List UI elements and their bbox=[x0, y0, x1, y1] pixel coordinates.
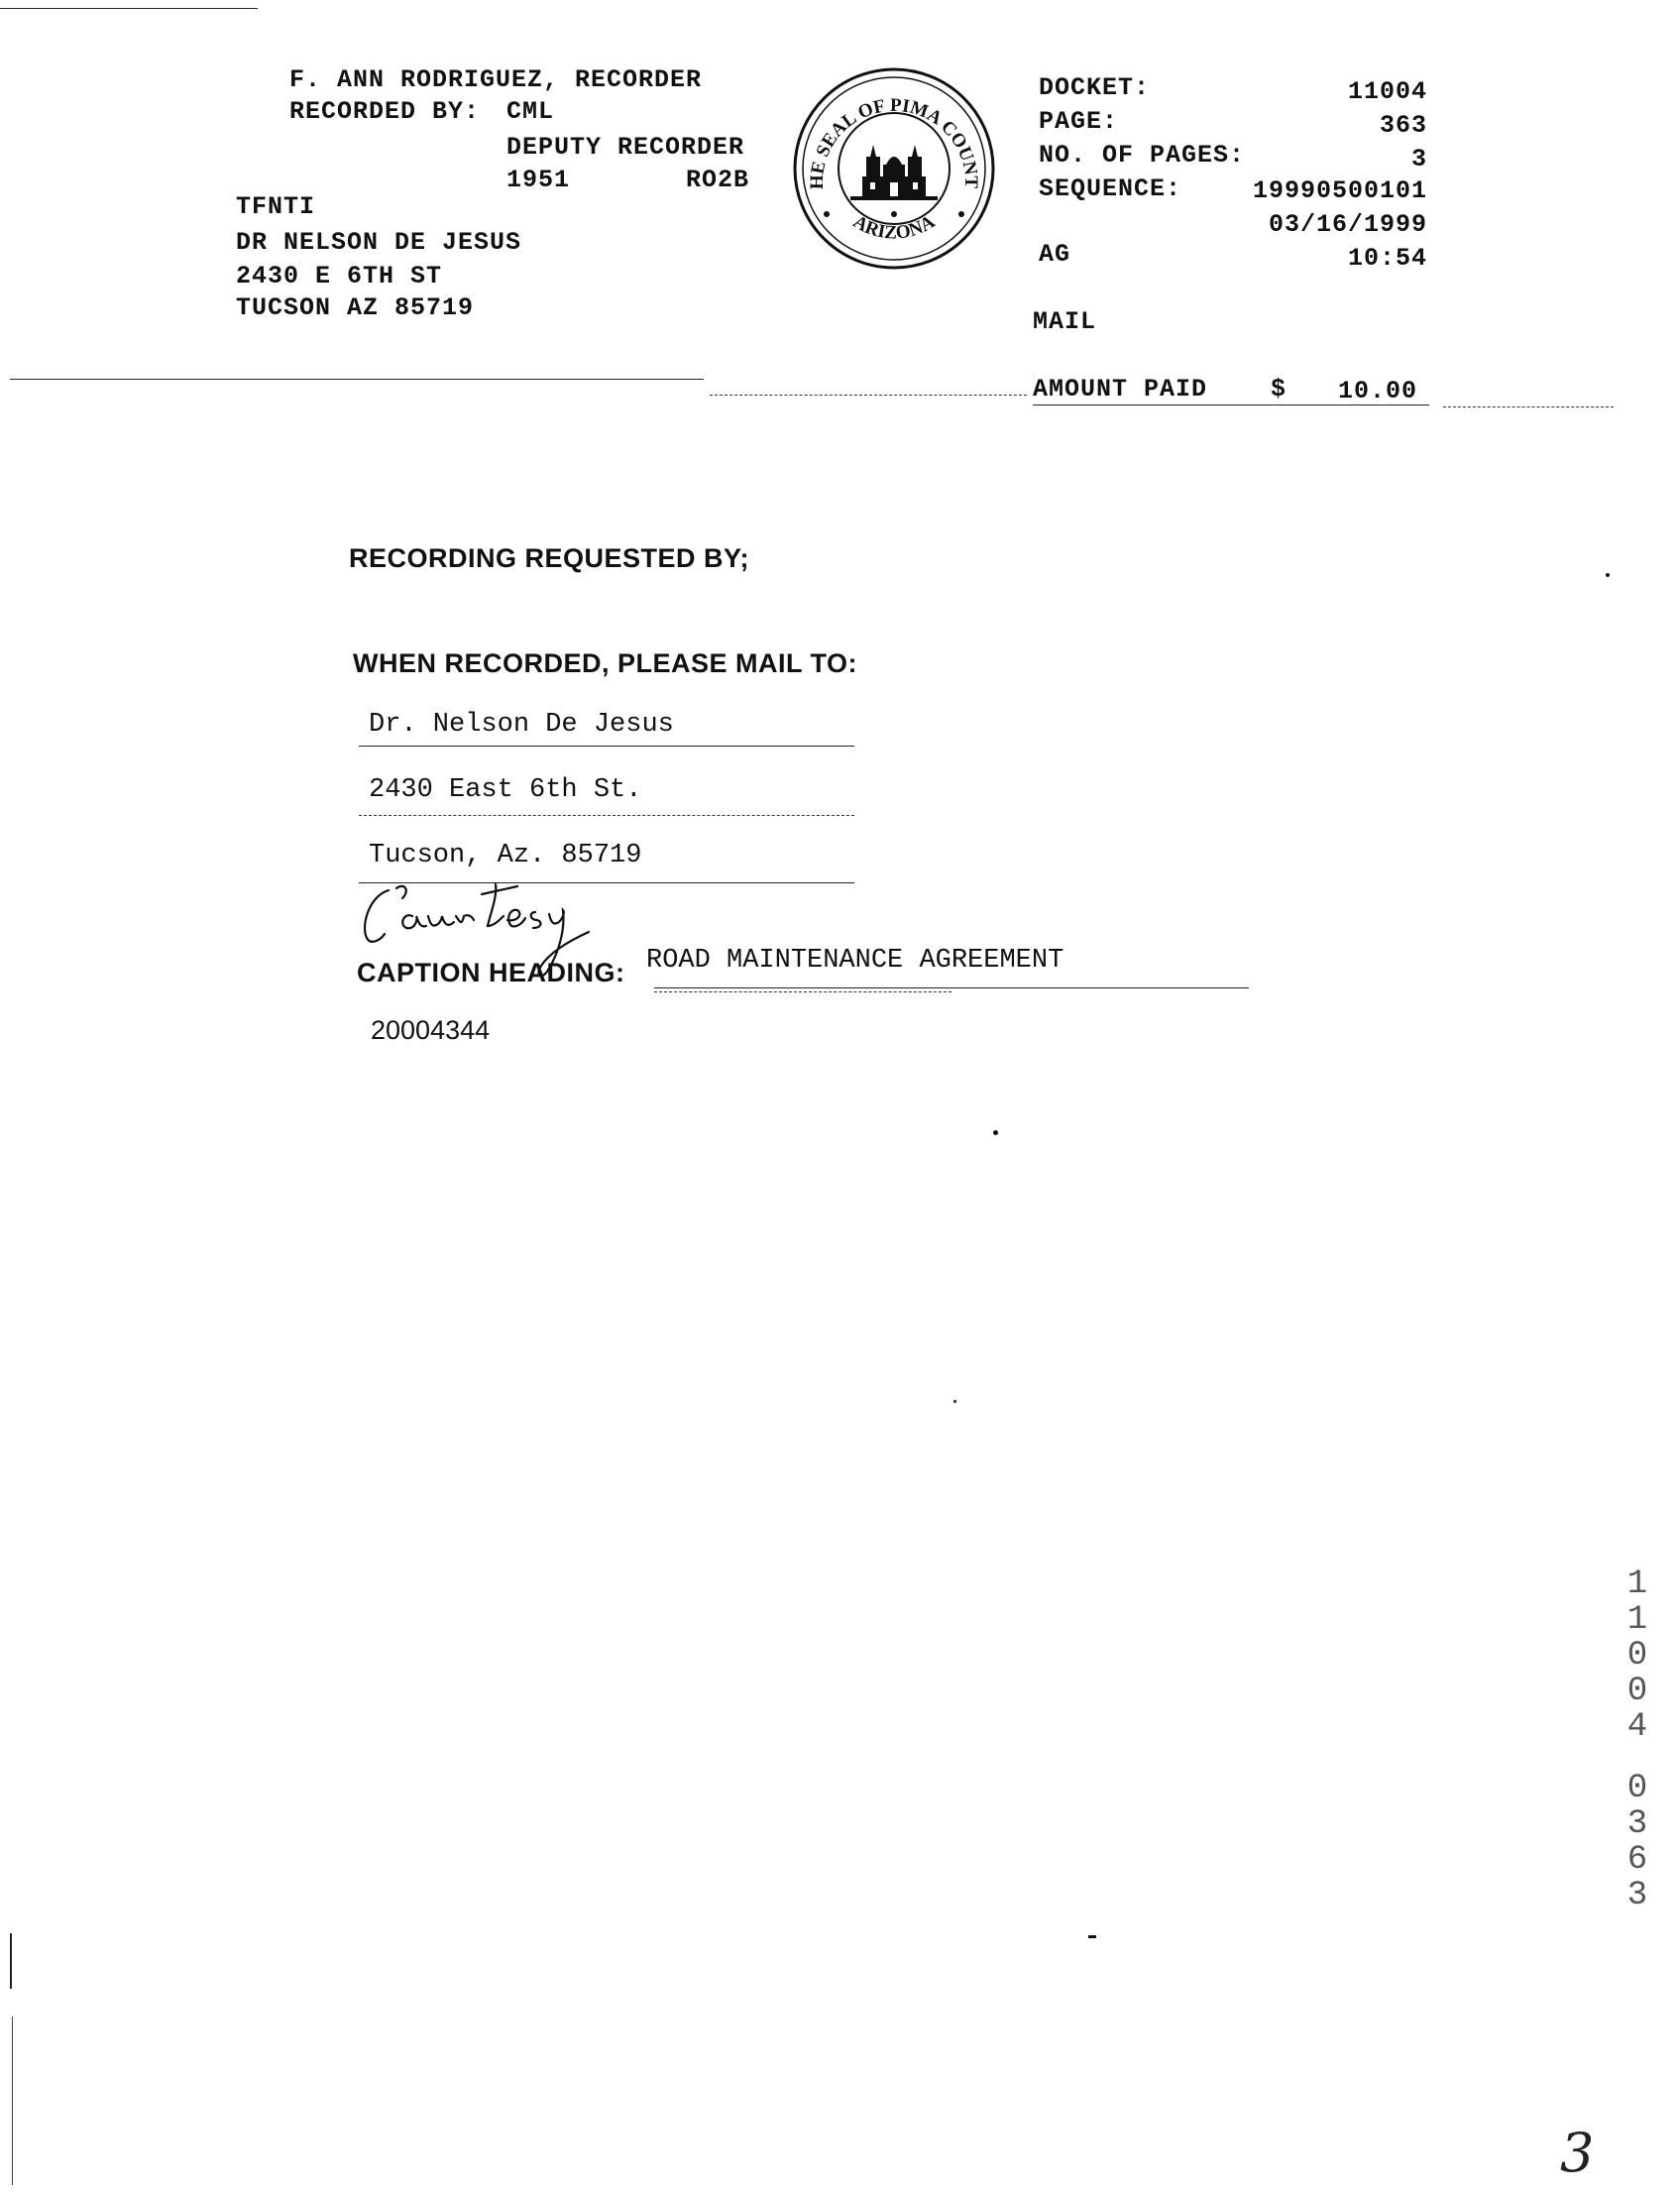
caption-heading-label: CAPTION HEADING: bbox=[357, 958, 625, 987]
party-name: DR NELSON DE JESUS bbox=[236, 228, 522, 257]
when-recorded-mail-to-label: WHEN RECORDED, PLEASE MAIL TO: bbox=[353, 648, 858, 678]
mail-label: MAIL bbox=[1033, 307, 1097, 336]
page-value: 363 bbox=[1379, 111, 1427, 140]
docket-value: 11004 bbox=[1347, 77, 1427, 106]
mail-to-city: Tucson, Az. 85719 bbox=[369, 841, 642, 870]
scan-speck bbox=[993, 1130, 998, 1135]
margin-page-stamp: 0 3 6 3 bbox=[1626, 1770, 1648, 1914]
seal-top-text: HE SEAL OF PIMA COUNT bbox=[806, 94, 982, 190]
caption-underline-dashed bbox=[654, 991, 952, 992]
sequence-label: SEQUENCE: bbox=[1039, 174, 1182, 203]
deputy-recorder-label: DEPUTY RECORDER bbox=[506, 133, 745, 162]
recorder-name: F. ANN RODRIGUEZ, RECORDER bbox=[289, 65, 703, 94]
docket-label: DOCKET: bbox=[1039, 73, 1151, 102]
header-rule-dashed bbox=[710, 395, 1027, 396]
margin-docket-stamp: 1 1 0 0 4 bbox=[1626, 1565, 1648, 1746]
recording-requested-by-label: RECORDING REQUESTED BY; bbox=[349, 543, 750, 573]
recorded-by-value: CML bbox=[506, 97, 555, 126]
pages-label: NO. OF PAGES: bbox=[1039, 141, 1246, 170]
scan-margin-mark bbox=[10, 1933, 12, 1989]
pages-value: 3 bbox=[1410, 145, 1427, 173]
mail-street-underline bbox=[359, 815, 854, 816]
party-city: TUCSON AZ 85719 bbox=[236, 293, 475, 322]
caption-underline bbox=[654, 987, 1249, 988]
seal-bottom-text: ARIZONA bbox=[849, 211, 939, 244]
reference-number: 20004344 bbox=[371, 1015, 491, 1045]
header-rule-left bbox=[10, 379, 704, 380]
party-tag: TFNTI bbox=[236, 192, 316, 221]
party-street: 2430 E 6TH ST bbox=[236, 262, 443, 290]
recorder-code-1: 1951 bbox=[506, 166, 571, 194]
page-label: PAGE: bbox=[1039, 107, 1119, 136]
mail-to-name: Dr. Nelson De Jesus bbox=[369, 710, 674, 740]
ag-label: AG bbox=[1039, 240, 1071, 269]
mail-name-underline bbox=[359, 746, 854, 747]
scan-speck bbox=[1088, 1935, 1096, 1938]
scan-speck bbox=[1606, 573, 1610, 577]
amount-currency: $ bbox=[1271, 375, 1288, 404]
sequence-value: 19990500101 bbox=[1252, 176, 1427, 205]
handwritten-page-number: 3 bbox=[1560, 2122, 1595, 2184]
scan-edge-line bbox=[0, 8, 258, 9]
scan-speck bbox=[953, 1400, 956, 1403]
record-date: 03/16/1999 bbox=[1268, 210, 1427, 239]
recorder-code-2: RO2B bbox=[686, 166, 750, 194]
amount-paid-label: AMOUNT PAID bbox=[1033, 375, 1208, 404]
record-time: 10:54 bbox=[1347, 244, 1427, 273]
amount-paid-value: 10.00 bbox=[1338, 377, 1418, 405]
header-rule-right bbox=[1443, 406, 1614, 407]
recorded-by-label: RECORDED BY: bbox=[289, 97, 481, 126]
scan-margin-mark bbox=[12, 2017, 13, 2185]
mail-to-street: 2430 East 6th St. bbox=[369, 775, 642, 805]
caption-heading-value: ROAD MAINTENANCE AGREEMENT bbox=[646, 946, 1064, 976]
pima-county-seal bbox=[791, 65, 997, 272]
